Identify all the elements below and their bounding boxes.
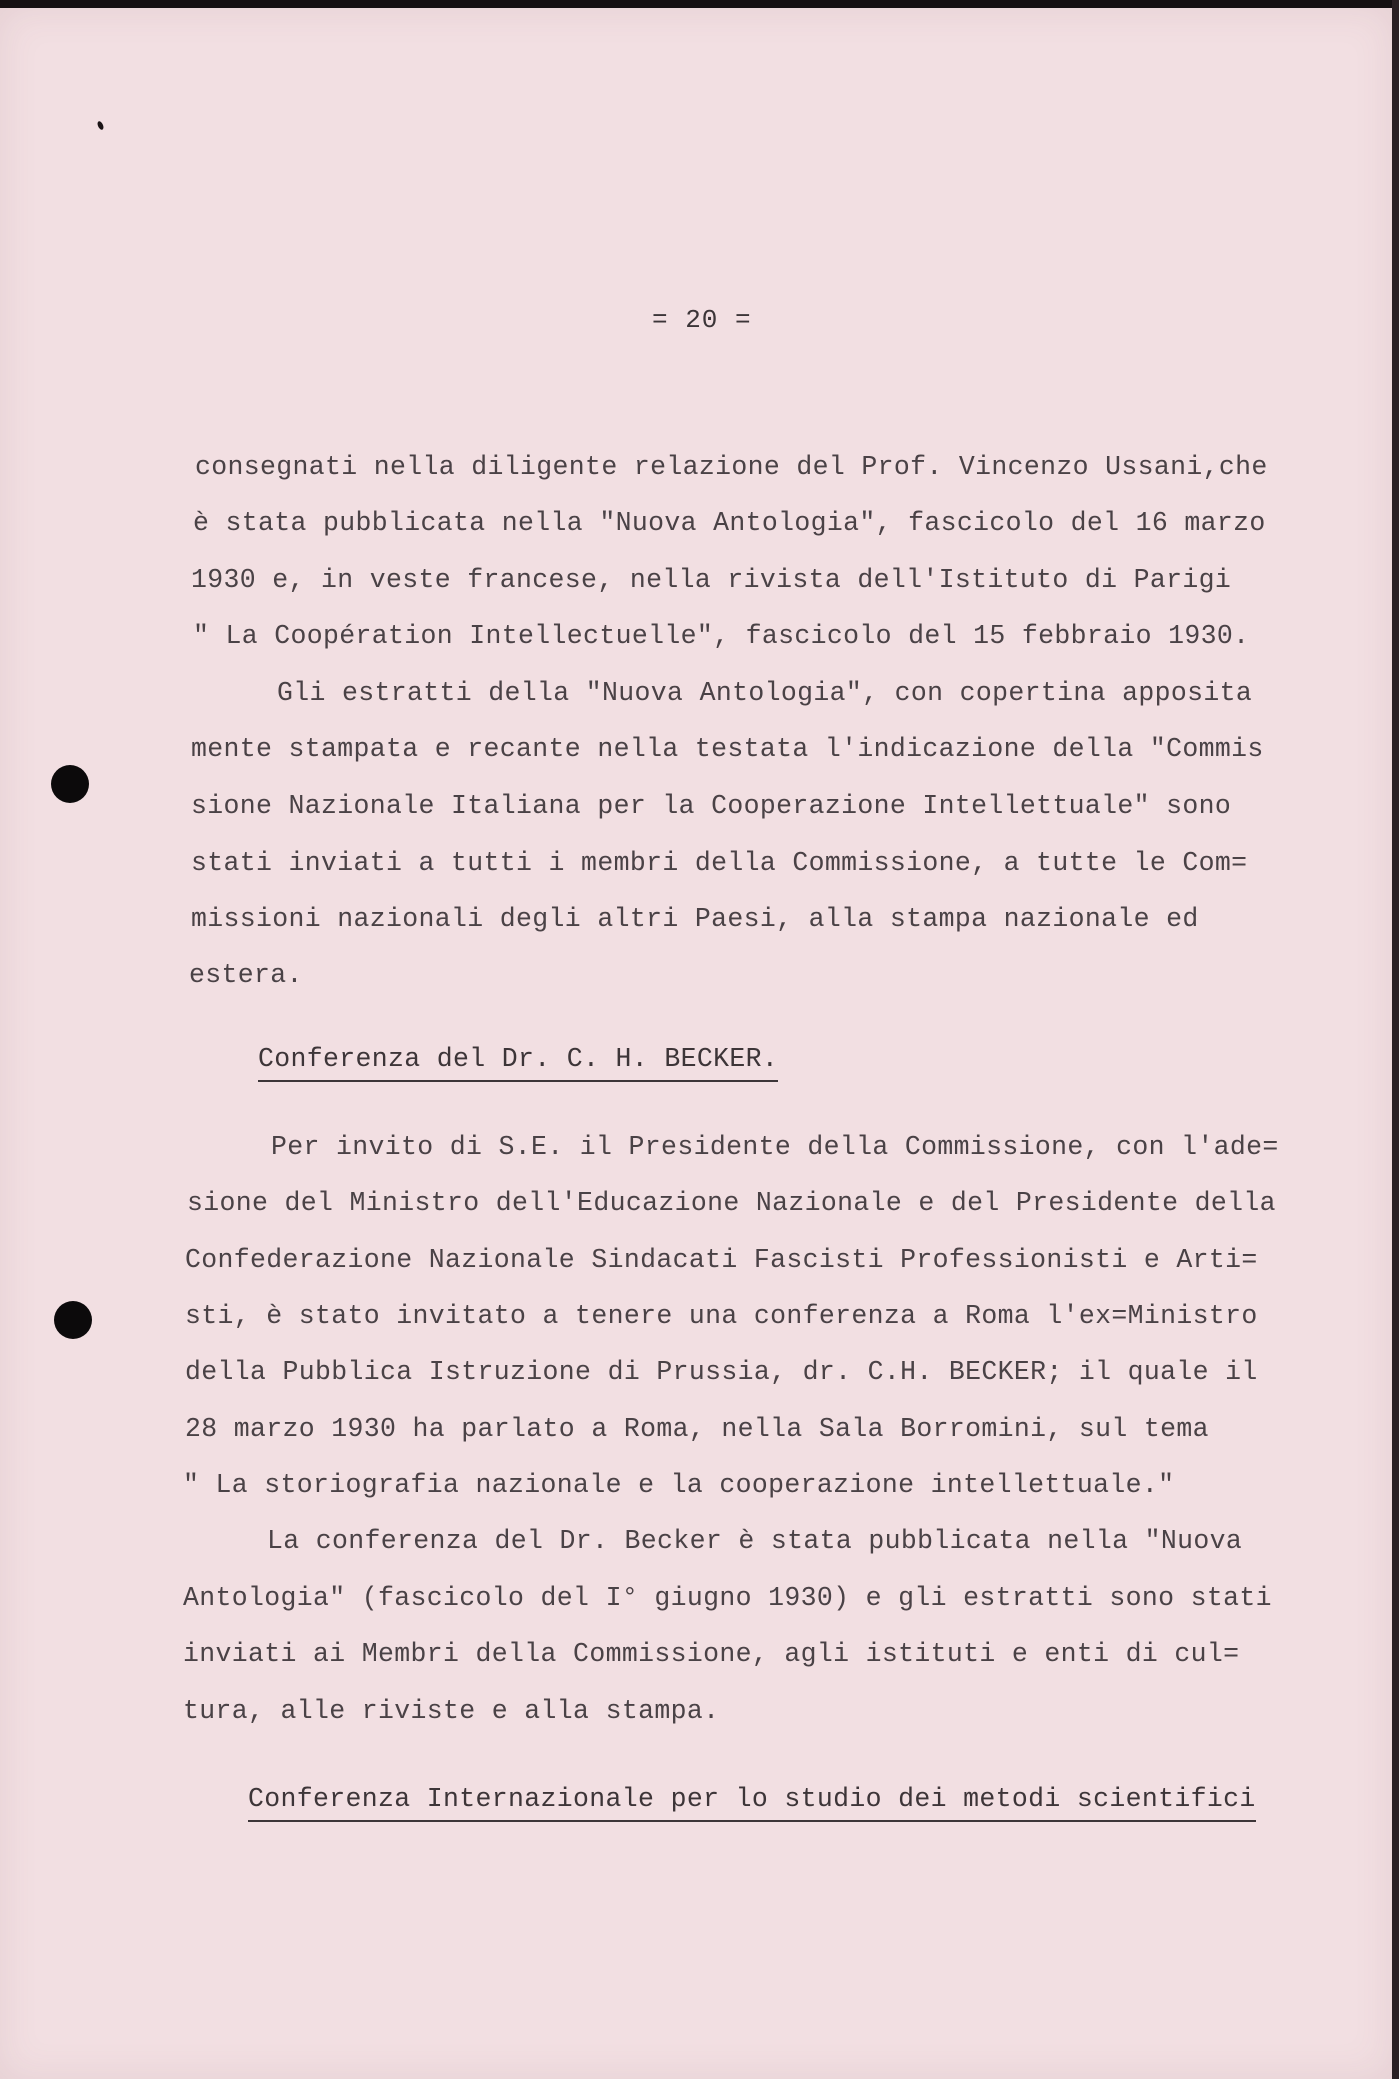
section-heading-becker: Conferenza del Dr. C. H. BECKER. (258, 1044, 778, 1082)
ink-speck (96, 120, 104, 130)
text-line: " La storiografia nazionale e la cooperazione intellettuale." (183, 1470, 1175, 1500)
text-line: sti, è stato invitato a tenere una conferenza a Roma l'ex=Ministro (185, 1301, 1258, 1331)
document-page (0, 8, 1392, 2079)
text-line: Per invito di S.E. il Presidente della Commissione, con l'ade= (271, 1132, 1279, 1162)
text-line: mente stampata e recante nella testata l'indicazione della "Commis (191, 734, 1264, 764)
punch-hole-bottom (54, 1301, 92, 1339)
section-heading-conferenza-internazionale: Conferenza Internazionale per lo studio dei metodi scientifici (248, 1784, 1256, 1822)
text-line: sione del Ministro dell'Educazione Nazionale e del Presidente della (187, 1188, 1276, 1218)
text-line: 1930 e, in veste francese, nella rivista dell'Istituto di Parigi (191, 565, 1232, 595)
text-line: La conferenza del Dr. Becker è stata pubblicata nella "Nuova (267, 1526, 1243, 1556)
text-line: Confederazione Nazionale Sindacati Fascisti Professionisti e Arti= (185, 1245, 1258, 1275)
text-line: stati inviati a tutti i membri della Commissione, a tutte le Com= (191, 848, 1248, 878)
text-line: estera. (189, 960, 303, 990)
text-line: è stata pubblicata nella "Nuova Antologia", fascicolo del 16 marzo (193, 508, 1266, 538)
text-line: sione Nazionale Italiana per la Cooperazione Intellettuale" sono (191, 791, 1232, 821)
text-line: Gli estratti della "Nuova Antologia", con copertina apposita (277, 678, 1253, 708)
text-line: Antologia" (fascicolo del I° giugno 1930) e gli estratti sono stati (183, 1583, 1272, 1613)
text-line: tura, alle riviste e alla stampa. (183, 1696, 720, 1726)
text-line: 28 marzo 1930 ha parlato a Roma, nella Sala Borromini, sul tema (185, 1414, 1209, 1444)
text-line: missioni nazionali degli altri Paesi, alla stampa nazionale ed (191, 904, 1199, 934)
page-edge (1392, 0, 1399, 2079)
text-line: consegnati nella diligente relazione del Prof. Vincenzo Ussani,che (195, 452, 1268, 482)
punch-hole-top (51, 765, 89, 803)
text-line: inviati ai Membri della Commissione, agli istituti e enti di cul= (183, 1639, 1240, 1669)
text-line: " La Coopération Intellectuelle", fascicolo del 15 febbraio 1930. (193, 621, 1250, 651)
page-number: = 20 = (652, 305, 752, 335)
text-line: della Pubblica Istruzione di Prussia, dr. C.H. BECKER; il quale il (185, 1357, 1258, 1387)
